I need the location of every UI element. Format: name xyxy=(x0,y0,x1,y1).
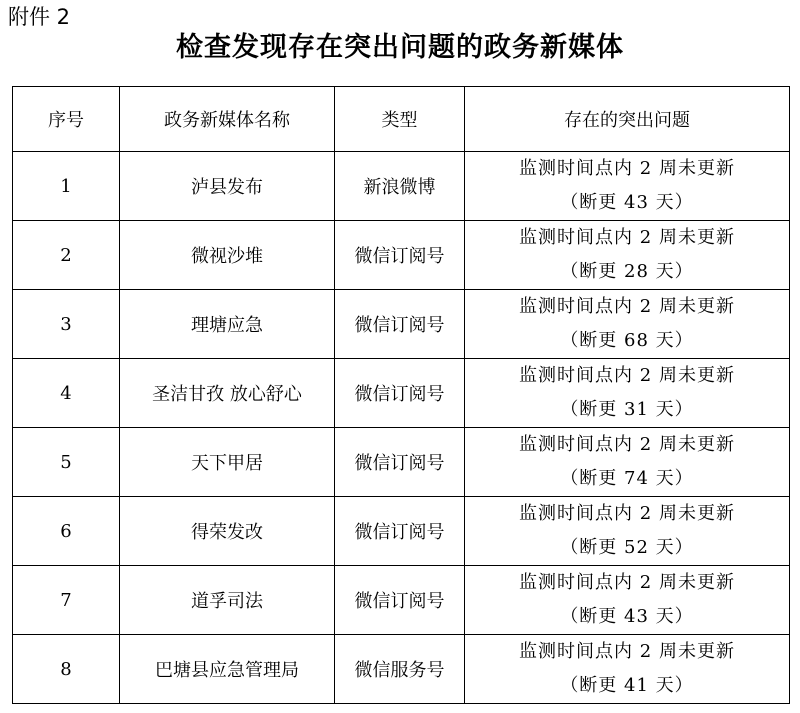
document-title: 检查发现存在突出问题的政务新媒体 xyxy=(176,32,624,63)
cell-problem xyxy=(465,428,790,497)
table-row xyxy=(13,359,790,428)
table-row xyxy=(13,566,790,635)
cell-seq: 5 xyxy=(13,428,120,497)
header-type: 类型 xyxy=(335,87,465,152)
problem-line-1: 监测时间点内 2 周未更新 xyxy=(519,641,735,662)
cell-name: 理塘应急 xyxy=(120,290,335,359)
header-name: 政务新媒体名称 xyxy=(120,87,335,152)
attachment-label: 附件 2 xyxy=(8,5,71,29)
problem-line-1: 监测时间点内 2 周未更新 xyxy=(519,503,735,524)
cell-name: 道孚司法 xyxy=(120,566,335,635)
table-row xyxy=(13,428,790,497)
cell-problem xyxy=(465,566,790,635)
problem-line-1: 监测时间点内 2 周未更新 xyxy=(519,296,735,317)
header-problem: 存在的突出问题 xyxy=(465,87,790,152)
problem-line-2: （断更 52 天） xyxy=(560,537,694,558)
table-header-row xyxy=(13,87,790,152)
cell-type: 微信订阅号 xyxy=(335,566,465,635)
cell-problem xyxy=(465,152,790,221)
problem-line-2: （断更 41 天） xyxy=(560,675,694,696)
cell-type: 新浪微博 xyxy=(335,152,465,221)
cell-problem xyxy=(465,221,790,290)
problem-line-2: （断更 31 天） xyxy=(560,399,694,420)
cell-seq: 1 xyxy=(13,152,120,221)
problem-line-2: （断更 43 天） xyxy=(560,192,694,213)
cell-name: 微视沙堆 xyxy=(120,221,335,290)
table-row xyxy=(13,635,790,704)
cell-problem xyxy=(465,497,790,566)
table-row xyxy=(13,221,790,290)
cell-seq: 4 xyxy=(13,359,120,428)
cell-seq: 3 xyxy=(13,290,120,359)
cell-type: 微信订阅号 xyxy=(335,359,465,428)
cell-type: 微信服务号 xyxy=(335,635,465,704)
cell-name: 天下甲居 xyxy=(120,428,335,497)
header-seq: 序号 xyxy=(13,87,120,152)
cell-type: 微信订阅号 xyxy=(335,221,465,290)
cell-problem xyxy=(465,359,790,428)
cell-name: 巴塘县应急管理局 xyxy=(120,635,335,704)
table-row xyxy=(13,152,790,221)
table-row xyxy=(13,497,790,566)
problem-line-2: （断更 74 天） xyxy=(560,468,694,489)
cell-type: 微信订阅号 xyxy=(335,497,465,566)
cell-seq: 7 xyxy=(13,566,120,635)
problem-line-1: 监测时间点内 2 周未更新 xyxy=(519,434,735,455)
problem-line-1: 监测时间点内 2 周未更新 xyxy=(519,365,735,386)
problem-line-1: 监测时间点内 2 周未更新 xyxy=(519,227,735,248)
cell-type: 微信订阅号 xyxy=(335,290,465,359)
cell-type: 微信订阅号 xyxy=(335,428,465,497)
cell-seq: 8 xyxy=(13,635,120,704)
issues-table xyxy=(12,86,790,704)
cell-seq: 6 xyxy=(13,497,120,566)
cell-problem xyxy=(465,290,790,359)
problem-line-1: 监测时间点内 2 周未更新 xyxy=(519,572,735,593)
cell-seq: 2 xyxy=(13,221,120,290)
problem-line-1: 监测时间点内 2 周未更新 xyxy=(519,158,735,179)
cell-name: 圣洁甘孜 放心舒心 xyxy=(120,359,335,428)
cell-problem xyxy=(465,635,790,704)
problem-line-2: （断更 43 天） xyxy=(560,606,694,627)
cell-name: 泸县发布 xyxy=(120,152,335,221)
table-row xyxy=(13,290,790,359)
problem-line-2: （断更 28 天） xyxy=(560,261,694,282)
problem-line-2: （断更 68 天） xyxy=(560,330,694,351)
cell-name: 得荣发改 xyxy=(120,497,335,566)
